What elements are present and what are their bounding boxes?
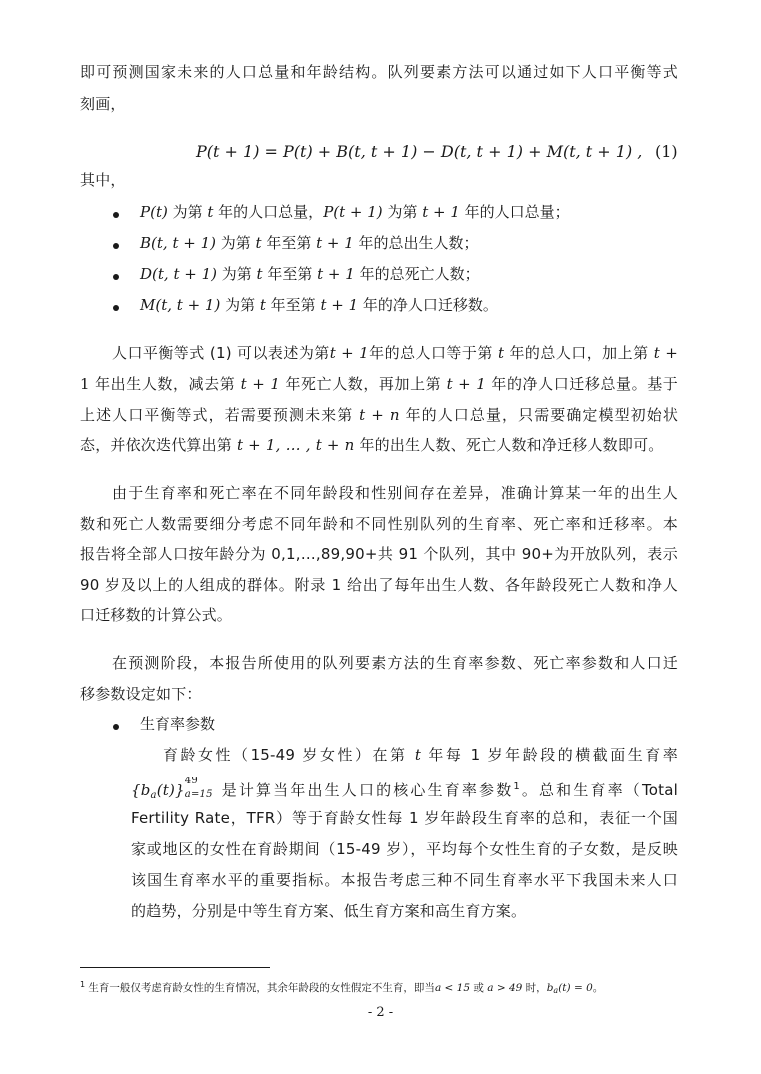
bullet-item: B(t, t + 1) 为第 t 年至第 t + 1 年的总出生人数； [140,234,479,252]
bullet-icon [113,305,119,311]
paragraph-line: 该国生育率水平的重要指标。本报告考虑三种不同生育率水平下我国未来人口 [131,871,678,889]
page-number: - 2 - [367,1005,394,1020]
balance-equation: P(t + 1) = P(t) + B(t, t + 1) − D(t, t + 1) + M(t, t + 1) , [196,142,643,161]
paragraph-line: 家或地区的女性在育龄期间（15-49 岁），平均每个女性生育的子女数，是反映 [131,840,678,858]
paragraph-line: 育龄女性（15-49 岁女性）在第 t 年每 1 岁年龄段的横截面生育率 [163,746,678,764]
bullet-icon [113,243,119,249]
paragraph-line: 上述人口平衡等式，若需要预测未来第 t + n 年的人口总量，只需要确定模型初始状 [80,406,678,424]
paragraph-line: 的趋势，分别是中等生育方案、低生育方案和高生育方案。 [131,902,527,920]
paragraph-line: 刻画， [80,95,126,113]
paragraph-line: $\{b_a(t)\}$ 49 a=15 是计算当年出生人口的核心生育率参数$^1$。总和生育率（Total [131,777,678,801]
footnote: $^1$ 生育一般仅考虑育龄女性的生育情况，其余年龄段的女性假定不生育，即当a < 15 或 a > 49 时，ba(t) = 0。 [80,980,604,995]
bullet-icon [113,274,119,280]
footnote-rule [80,967,270,968]
paragraph-line: 1 年出生人数，减去第 t + 1 年死亡人数，再加上第 t + 1 年的净人口迁移总量。基于 [80,375,678,393]
paragraph-line: 报告将全部人口按年龄分为 0,1,…,89,90+共 91 个队列，其中 90+为开放队列，表示 [80,545,678,563]
paragraph-line: 口迁移数的计算公式。 [80,606,233,624]
paragraph-line: 态，并依次迭代算出第 t + 1, … , t + n 年的出生人数、死亡人数和净迁移人数即可。 [80,436,664,454]
where-label: 其中， [80,171,126,189]
paragraph-line: 移参数设定如下： [80,685,202,703]
bullet-item: D(t, t + 1) 为第 t 年至第 t + 1 年的总死亡人数； [140,265,480,283]
paragraph-line: 数和死亡人数需要细分考虑不同年龄和不同性别队列的生育率、死亡率和迁移率。本 [80,515,678,533]
paragraph-line: Fertility Rate，TFR）等于育龄女性每 1 岁年龄段生育率的总和，表征一个国 [131,809,678,827]
bullet-icon [113,724,119,730]
paragraph-line: 人口平衡等式 (1) 可以表述为第t + 1年的总人口等于第 t 年的总人口，加上第 t + [112,344,678,362]
bullet-item: P(t) 为第 t 年的人口总量，P(t + 1) 为第 t + 1 年的人口总量； [140,203,570,221]
bullet-item-fertility: 生育率参数 [140,715,216,733]
paragraph-line: 即可预测国家未来的人口总量和年龄结构。队列要素方法可以通过如下人口平衡等式 [80,63,678,81]
bullet-item: M(t, t + 1) 为第 t 年至第 t + 1 年的净人口迁移数。 [140,296,498,314]
paragraph-line: 在预测阶段，本报告所使用的队列要素方法的生育率参数、死亡率参数和人口迁 [112,654,678,672]
equation-number: (1) [655,142,678,161]
paragraph-line: 90 岁及以上的人组成的群体。附录 1 给出了每年出生人数、各年龄段死亡人数和净人 [80,576,678,594]
paragraph-line: 由于生育率和死亡率在不同年龄段和性别间存在差异，准确计算某一年的出生人 [112,484,678,502]
bullet-icon [113,212,119,218]
